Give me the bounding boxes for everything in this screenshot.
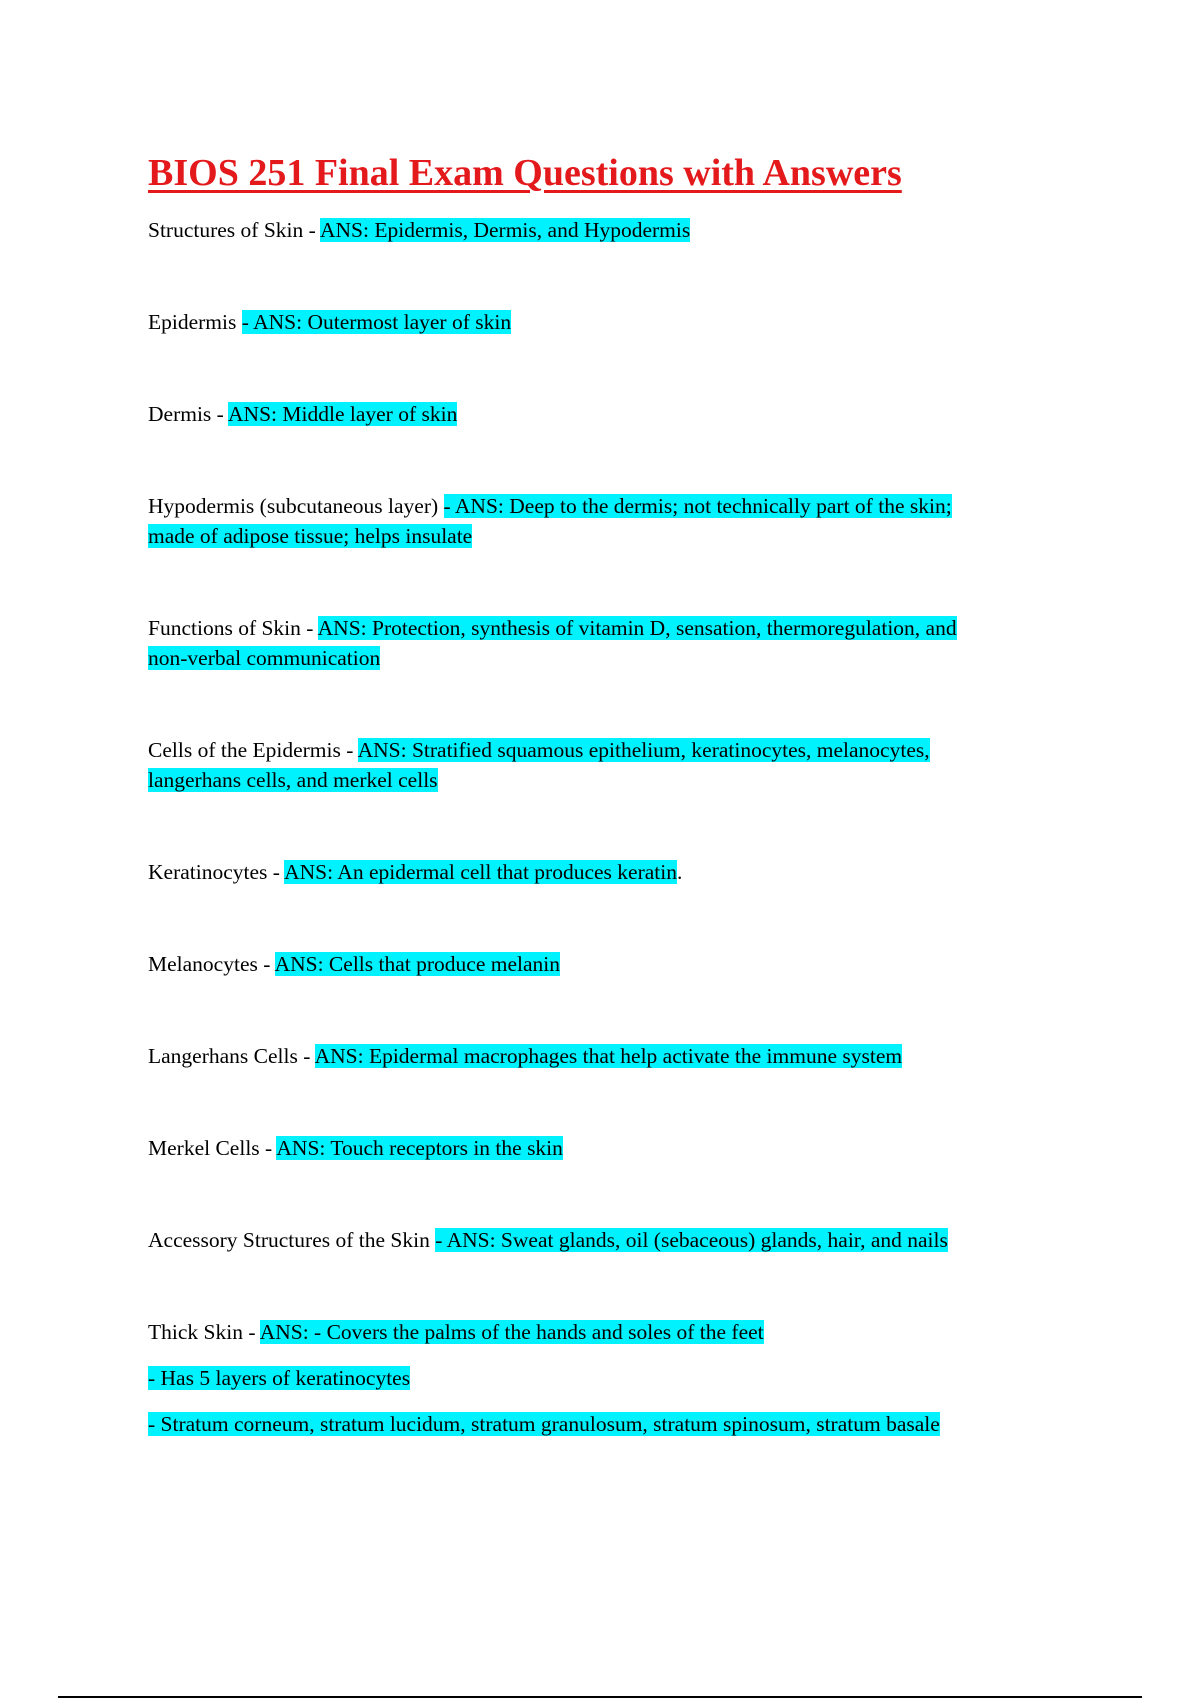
question-term: Thick Skin -	[148, 1320, 260, 1344]
qa-entry-functions-of-skin	[148, 613, 1063, 673]
answer-text-continued: - Stratum corneum, stratum lucidum, stratum granulosum, stratum spinosum, stratum basale	[148, 1412, 940, 1436]
qa-entry-structures-of-skin	[148, 215, 1063, 245]
thick-skin-detail-line	[148, 1409, 940, 1439]
question-term: Melanocytes -	[148, 952, 275, 976]
answer-text: - ANS: Outermost layer of skin	[241, 310, 512, 334]
answer-text: ANS: - Covers the palms of the hands and soles of the feet	[259, 1320, 764, 1344]
thick-skin-detail-line	[148, 1363, 410, 1393]
question-term: Accessory Structures of the Skin	[148, 1228, 436, 1252]
qa-entry-accessory-structures	[148, 1225, 1063, 1255]
qa-entry-thick-skin	[148, 1317, 1063, 1347]
answer-text: ANS: Touch receptors in the skin	[276, 1136, 563, 1160]
answer-text: ANS: Epidermis, Dermis, and Hypodermis	[320, 218, 691, 242]
answer-trailing-period: .	[676, 860, 683, 884]
answer-text: ANS: Cells that produce melanin	[274, 952, 560, 976]
question-term: Functions of Skin -	[148, 616, 318, 640]
question-term: Keratinocytes -	[148, 860, 285, 884]
answer-text: - ANS: Deep to the dermis; not technically part of the skin;	[443, 494, 952, 518]
answer-text-continued: non-verbal communication	[148, 646, 381, 670]
qa-entry-cells-of-epidermis	[148, 735, 1063, 795]
question-term: Epidermis	[148, 310, 242, 334]
qa-entry-dermis	[148, 399, 1063, 429]
answer-text-continued: langerhans cells, and merkel cells	[148, 768, 438, 792]
qa-entry-merkel-cells	[148, 1133, 1063, 1163]
answer-text: ANS: Epidermal macrophages that help activate the immune system	[314, 1044, 903, 1068]
question-term: Merkel Cells -	[148, 1136, 277, 1160]
qa-entry-langerhans-cells	[148, 1041, 1063, 1071]
answer-text-continued: - Has 5 layers of keratinocytes	[148, 1366, 411, 1390]
page-bottom-rule	[58, 1696, 1142, 1698]
answer-text: ANS: Protection, synthesis of vitamin D, sensation, thermoregulation, and	[317, 616, 957, 640]
question-term: Cells of the Epidermis -	[148, 738, 358, 762]
document-title: BIOS 251 Final Exam Questions with Answers	[148, 152, 902, 194]
question-term: Structures of Skin -	[148, 218, 320, 242]
question-term: Hypodermis (subcutaneous layer)	[148, 494, 444, 518]
question-term: Dermis -	[148, 402, 229, 426]
qa-entry-melanocytes	[148, 949, 1063, 979]
qa-entry-keratinocytes	[148, 857, 1063, 887]
answer-text-continued: made of adipose tissue; helps insulate	[148, 524, 473, 548]
answer-text: ANS: Stratified squamous epithelium, keratinocytes, melanocytes,	[357, 738, 930, 762]
answer-text: - ANS: Sweat glands, oil (sebaceous) glands, hair, and nails	[435, 1228, 948, 1252]
qa-entry-epidermis	[148, 307, 1063, 337]
answer-text: ANS: Middle layer of skin	[228, 402, 458, 426]
qa-entry-hypodermis	[148, 491, 1063, 551]
answer-text: ANS: An epidermal cell that produces keratin	[284, 860, 677, 884]
question-term: Langerhans Cells -	[148, 1044, 315, 1068]
